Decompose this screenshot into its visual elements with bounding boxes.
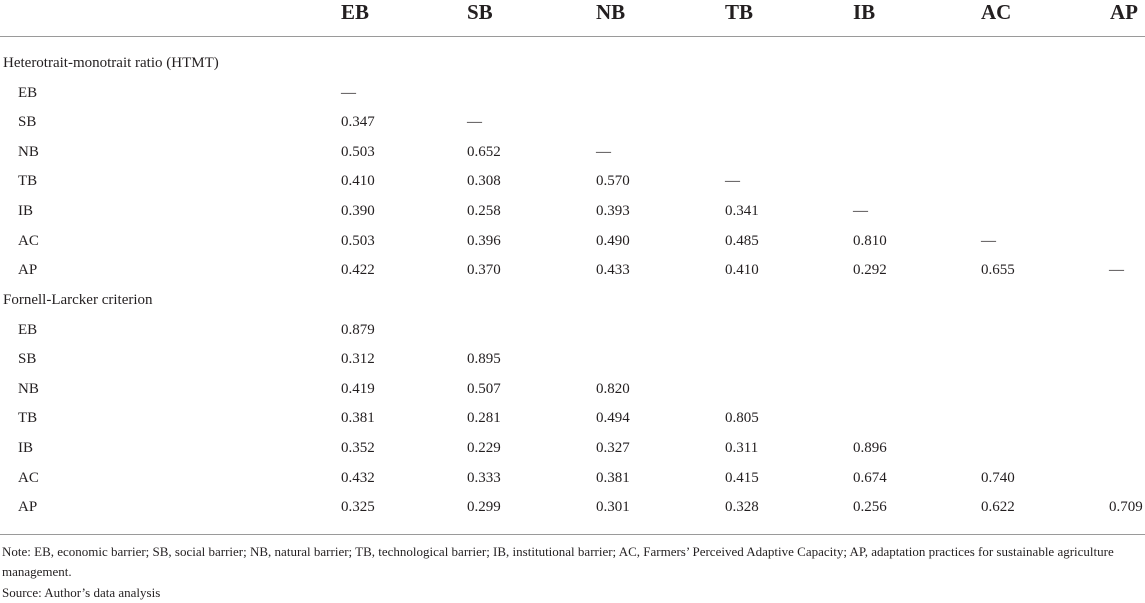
- column-header-ac: AC: [981, 0, 1012, 24]
- table-cell: 0.895: [467, 351, 501, 368]
- table-cell: —: [596, 143, 611, 160]
- table-cell: 0.652: [467, 143, 501, 160]
- row-label: AC: [18, 469, 39, 486]
- row-label: NB: [18, 380, 39, 397]
- table-cell: —: [341, 84, 356, 101]
- table-cell: 0.494: [596, 410, 630, 427]
- table-cell: 0.622: [981, 499, 1015, 516]
- table-cell: 0.308: [467, 173, 501, 190]
- table-cell: 0.390: [341, 203, 375, 219]
- table-cell: 0.311: [725, 440, 759, 456]
- row-label: EB: [18, 321, 38, 338]
- table-cell: 0.347: [341, 114, 375, 131]
- table-cell: 0.281: [467, 410, 501, 427]
- bottom-rule: [0, 534, 1145, 535]
- table-cell: 0.410: [725, 262, 759, 279]
- row-label: EB: [18, 84, 38, 101]
- table-cell: 0.879: [341, 321, 375, 338]
- column-header-sb: SB: [467, 0, 493, 24]
- row-label: SB: [18, 351, 37, 368]
- row-label: IB: [18, 203, 33, 219]
- column-header-tb: TB: [725, 0, 754, 24]
- table-cell: 0.419: [341, 380, 375, 397]
- column-header-ap: AP: [1110, 0, 1138, 24]
- table-cell: 0.740: [981, 469, 1015, 486]
- table-cell: 0.341: [725, 203, 759, 219]
- table-cell: 0.301: [596, 499, 630, 516]
- table-cell: 0.352: [341, 440, 375, 456]
- section-title: Fornell-Larcker criterion: [3, 292, 153, 308]
- row-label: AP: [18, 499, 38, 516]
- row-label: AP: [18, 262, 38, 279]
- table-cell: 0.333: [467, 469, 501, 486]
- table-source: Source: Author’s data analysis: [2, 585, 161, 600]
- table-cell: 0.820: [596, 380, 630, 397]
- table-cell: 0.507: [467, 380, 501, 397]
- table-cell: —: [1109, 262, 1124, 279]
- table-cell: 0.490: [596, 232, 630, 249]
- table-cell: 0.381: [341, 410, 375, 427]
- table-cell: 0.396: [467, 232, 501, 249]
- column-header-ib: IB: [853, 0, 876, 24]
- row-label: IB: [18, 440, 33, 456]
- table-cell: —: [981, 232, 996, 249]
- table-cell: 0.410: [341, 173, 375, 190]
- table-cell: 0.229: [467, 440, 501, 456]
- table-cell: 0.570: [596, 173, 630, 190]
- row-label: NB: [18, 143, 39, 160]
- table-cell: 0.258: [467, 203, 501, 219]
- table-cell: 0.393: [596, 203, 630, 219]
- table-cell: 0.503: [341, 232, 375, 249]
- table-cell: 0.370: [467, 262, 501, 279]
- table-cell: 0.709: [1109, 499, 1143, 516]
- section-title: Heterotrait-monotrait ratio (HTMT): [3, 55, 219, 71]
- table-note: Note: EB, economic barrier; SB, social barrier; NB, natural barrier; TB, technological barrier; IB, institutional barrier; AC, Farmers’ Perceived Adaptive Capacity; AP, adaptation practices for sustainable agriculture management.: [2, 544, 1114, 579]
- table-cell: 0.810: [853, 232, 887, 249]
- table-cell: 0.299: [467, 499, 501, 516]
- table-cell: 0.655: [981, 262, 1015, 279]
- table-cell: 0.292: [853, 262, 887, 279]
- table-cell: 0.312: [341, 351, 375, 368]
- row-label: TB: [18, 173, 38, 190]
- row-label: AC: [18, 232, 39, 249]
- table-cell: 0.415: [725, 469, 759, 486]
- table-cell: 0.805: [725, 410, 759, 427]
- table-cell: 0.422: [341, 262, 375, 279]
- table-cell: 0.325: [341, 499, 375, 516]
- column-header-eb: EB: [341, 0, 370, 24]
- table-cell: 0.485: [725, 232, 759, 249]
- table-cell: 0.503: [341, 143, 375, 160]
- table-cell: 0.896: [853, 440, 887, 456]
- table-cell: 0.256: [853, 499, 887, 516]
- column-header-nb: NB: [596, 0, 626, 24]
- table-cell: 0.674: [853, 469, 887, 486]
- row-label: SB: [18, 114, 37, 131]
- table-cell: 0.328: [725, 499, 759, 516]
- row-label: TB: [18, 410, 38, 427]
- table-cell: —: [467, 114, 482, 131]
- table-cell: —: [853, 203, 868, 219]
- table-cell: 0.432: [341, 469, 375, 486]
- table-header: [0, 0, 1145, 37]
- table-cell: 0.433: [596, 262, 630, 279]
- table-cell: 0.327: [596, 440, 630, 456]
- table-cell: 0.381: [596, 469, 630, 486]
- table-cell: —: [725, 173, 740, 190]
